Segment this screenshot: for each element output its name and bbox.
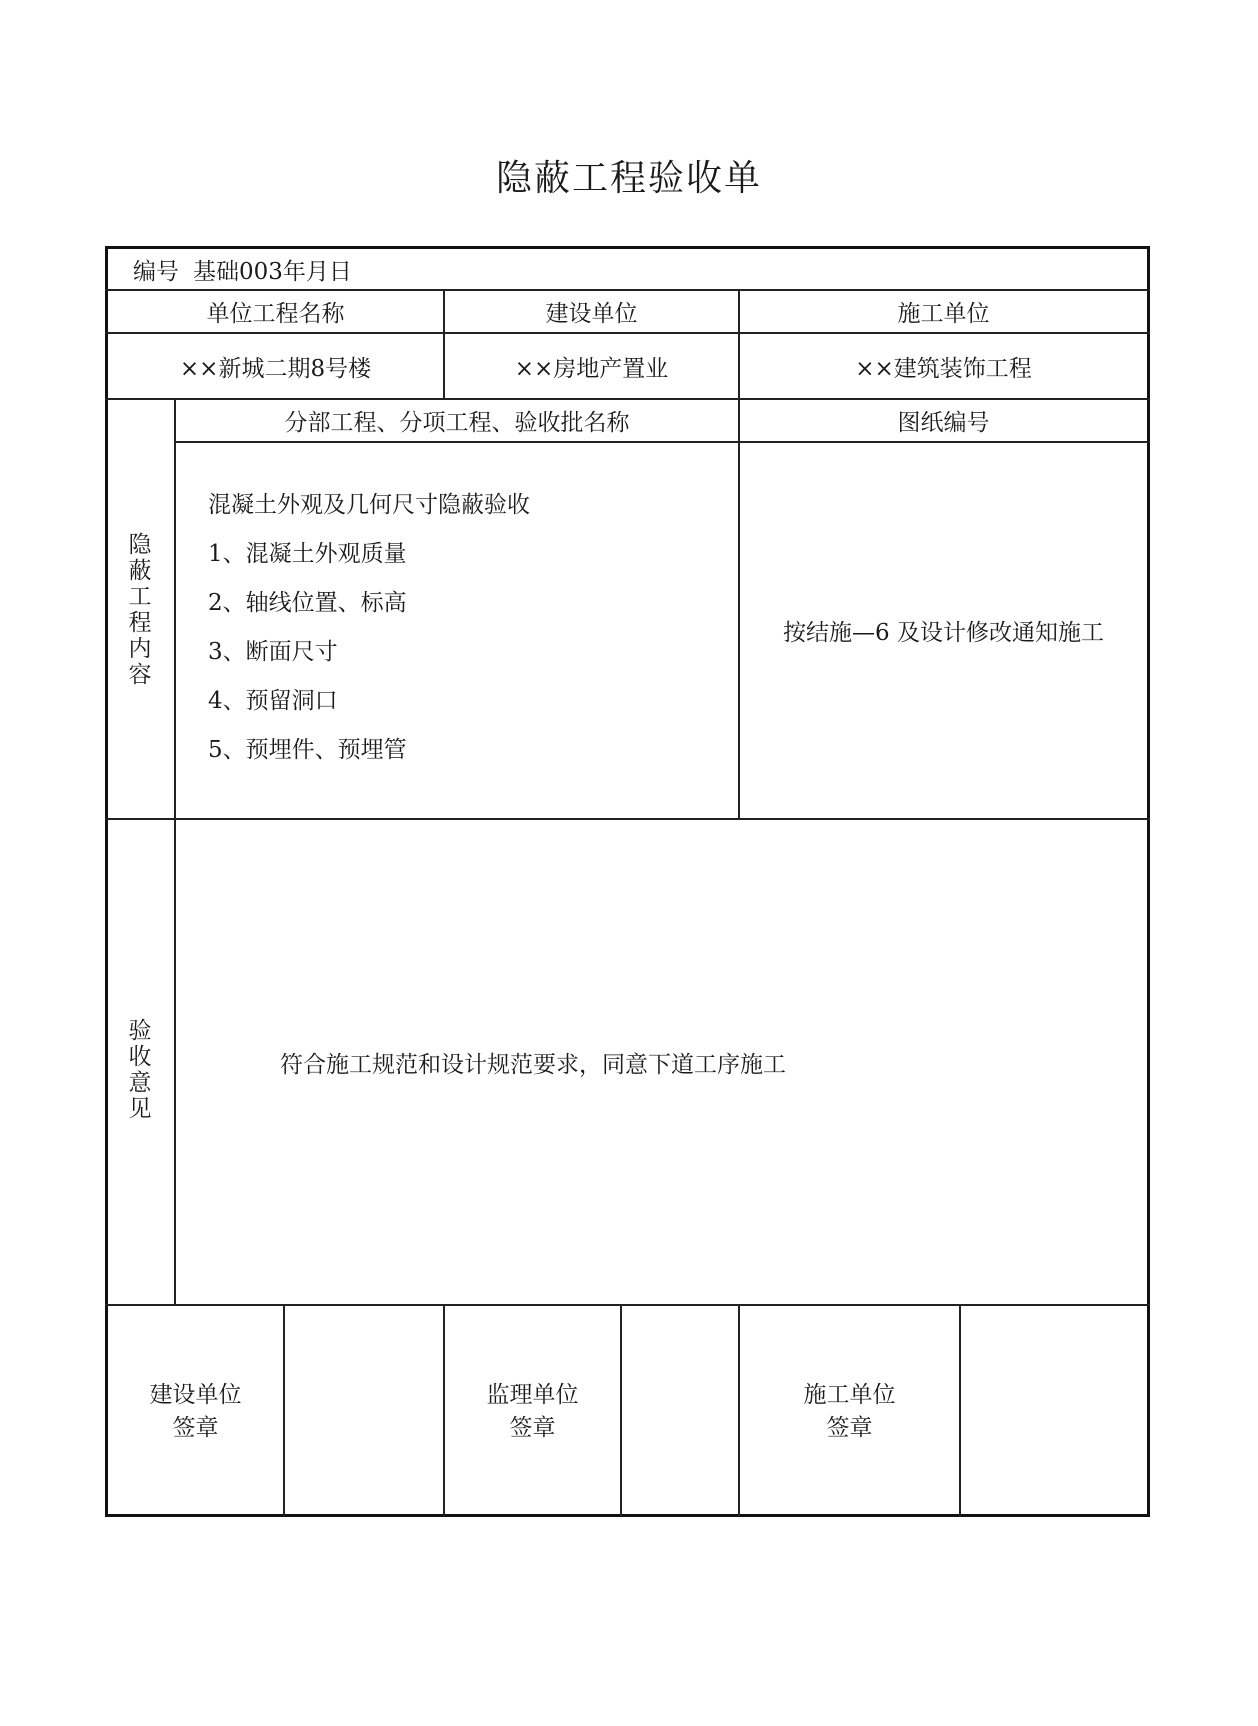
concealed-content-label: 隐 蔽 工 程 内 容 <box>128 532 152 688</box>
sub-project-header: 分部工程、分项工程、验收批名称 <box>284 410 630 436</box>
unit-project-name-value: ××新城二期8号楼 <box>179 355 372 382</box>
builder-unit-signature-label: 施工单位 签章 <box>803 1381 896 1441</box>
construction-unit-signature-label: 建设单位 签章 <box>149 1381 242 1441</box>
supervision-unit-signature-label: 监理单位 签章 <box>486 1381 579 1441</box>
supervision-unit-signature-field[interactable] <box>622 1306 738 1517</box>
list-item: 2、轴线位置、标高 <box>208 590 407 616</box>
concealed-content-list <box>208 490 530 784</box>
drawing-number-header: 图纸编号 <box>897 410 990 436</box>
drawing-number-note: 按结施—6 及设计修改通知施工 <box>783 620 1104 646</box>
list-item: 4、预留洞口 <box>208 688 338 714</box>
form-number-row <box>133 249 352 289</box>
acceptance-opinion-text: 符合施工规范和设计规范要求，同意下道工序施工 <box>280 1051 786 1078</box>
builder-unit-value: ××建筑装饰工程 <box>855 355 1032 382</box>
builder-unit-header: 施工单位 <box>897 301 990 327</box>
list-item: 1、混凝土外观质量 <box>208 541 407 567</box>
construction-unit-header: 建设单位 <box>545 301 638 327</box>
column-divider <box>174 398 176 1304</box>
list-item: 5、预埋件、预埋管 <box>208 737 407 763</box>
list-item: 3、断面尺寸 <box>208 639 338 665</box>
row-divider <box>105 818 1150 820</box>
construction-unit-value: ××房地产置业 <box>514 355 669 382</box>
page-title: 隐蔽工程验收单 <box>495 158 762 199</box>
form-number-label: 编号 <box>133 258 179 285</box>
concealed-content-heading: 混凝土外观及几何尺寸隐蔽验收 <box>208 492 530 518</box>
acceptance-opinion-label: 验 收 意 见 <box>128 1018 152 1122</box>
form-number-value: 基础003年月日 <box>193 258 352 285</box>
builder-unit-signature-field[interactable] <box>961 1306 1147 1517</box>
construction-unit-signature-field[interactable] <box>285 1306 443 1517</box>
unit-project-name-header: 单位工程名称 <box>206 301 345 327</box>
